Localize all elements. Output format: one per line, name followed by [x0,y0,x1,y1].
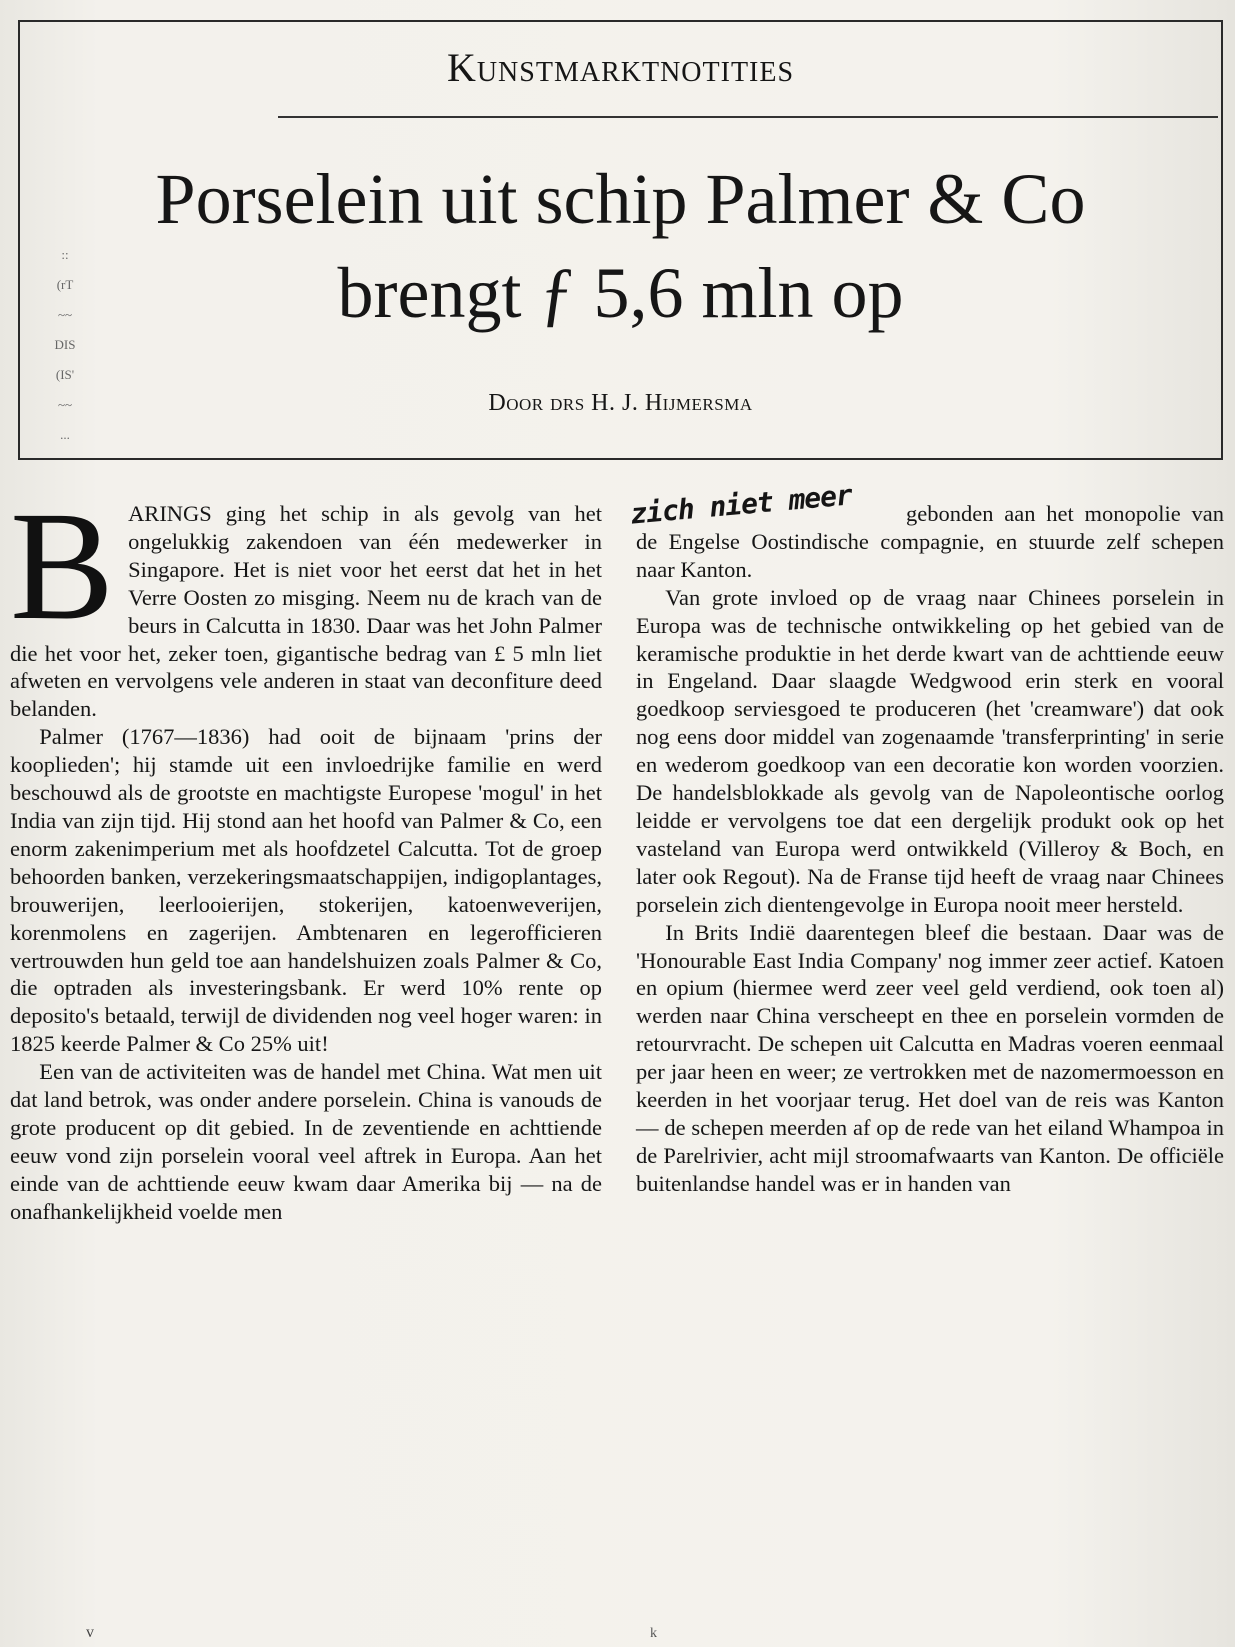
margin-mark: ~~ [57,397,73,412]
margin-marks [42,240,88,450]
article-paragraph: In Brits Indië daarentegen bleef die bestaan. Daar was de 'Honourable East India Company' nog immer zeer actief. Katoen en opium (hiermee werd zeer veel geld verdiend, ook toen al) werden naar China verscheept en thee en porselein vormden de retourvracht. De schepen uit Calcutta en Madras voeren eenmaal per jaar heen en weer; ze vertrokken met de nazomermoesson en keerden in het voorjaar terug. Het doel van de reis was Kanton — de schepen meerden af op de rede van het eiland Whampoa in de Parelrivier, acht mijl stroomafwaarts van Kanton. De officiële buitenlandse handel was er in handen van [636,919,1224,1196]
margin-mark: DIS [54,337,76,352]
article-column-right [636,500,1224,1198]
header-box [18,20,1223,460]
margin-mark: :: [61,247,69,262]
lead-text: ging het schip in als gevolg van het ongelukkig zakendoen van één medewerker in Singapore. Het is niet voor het eerst dat het in het Verre Oosten zo misging. Neem nu de krach van de beurs in Calcutta in 1830. Daar was het John Palmer die het voor het, zeker toen, gigantische bedrag van £ 5 mln liet afweten en vervolgens vele anderen in staat van deconfiture deed belanden. [10,501,602,722]
headline-line-1: Porselein uit schip Palmer & Co [155,159,1086,239]
article-paragraph [10,479,602,723]
article-paragraph: Van grote invloed op de vraag naar Chinees porselein in Europa was de technische ontwikkeling op het gebied van de keramische produktie in het derde kwart van de achttiende eeuw in Engeland. Daar slaagde Wedgwood erin sterk en vooral goedkoop serviesgoed te produceren (het 'creamware') dat ook nog eens door middel van zogenaamde 'transferprinting' in serie en wederom goedkoop van een decoratie kon worden voorzien. De handelsblokkade als gevolg van de Napoleontische oorlog leidde er vervolgens toe dat een dergelijk produkt ook op het vasteland van Europa werd ontwikkeld (Villeroy & Boch, en later ook Regout). Na de Franse tijd heeft de vraag naar Chinees porselein zich dientengevolge in Europa nooit meer hersteld. [636,584,1224,917]
margin-mark: ~~ [57,307,73,322]
article-paragraph: Palmer (1767—1836) had ooit de bijnaam 'prins der kooplieden'; hij stamde uit een invloedrijke familie en werd beschouwd als de grootste en machtigste Europese 'mogul' in het India van zijn tijd. Hij stond aan het hoofd van Palmer & Co, een enorm zakenimperium met als hoofdzetel Calcutta. Tot de groep behoorden banken, verzekeringsmaatschappijen, indigoplantages, brouwerijen, leerlooierijen, stokerijen, katoenweverijen, korenmolens en zagerijen. Ambtenaren en legerofficieren vertrouwden hun geld toe aan handelshuizen zoals Palmer & Co, die optraden als investeringsbank. Er werd 10% rente op deposito's betaald, terwijl de dividenden nog veel hoger waren: in 1825 keerde Palmer & Co 25% uit! [10,724,602,1057]
footer-mark: v [86,1624,94,1641]
lead-word: ARINGS [128,501,212,526]
handwritten-annotation: zich niet meer [628,478,854,531]
kicker-rule [278,116,1218,118]
continued-text: gebonden aan het monopolie van de Engelse Oostindische compagnie, en stuurde zelf schepen naar Kanton. [636,501,1224,582]
article-column-left [10,479,602,1226]
headline-line-2: brengt ƒ 5,6 mln op [337,253,904,333]
margin-mark: (IS' [55,367,75,382]
article-paragraph: Een van de activiteiten was de handel met China. Wat men uit dat land betrok, was onder andere porselein. China is vanouds de grote producent op dit gebied. In de zeventiende en achttiende eeuw vond zijn porselein vooral veel aftrek in Europa. Aan het einde van de achttiende eeuw kwam daar Amerika bij — na de onafhankelijkheid voelde men [10,1059,602,1224]
section-kicker: Kunstmarktnotities [446,45,795,90]
margin-mark: ... [60,427,70,442]
byline: Door drs H. J. Hijmersma [488,390,753,416]
margin-mark: (rT [56,277,74,292]
page-title [20,152,1221,340]
drop-cap: B [10,479,115,652]
footer-mark: k [650,1626,657,1641]
